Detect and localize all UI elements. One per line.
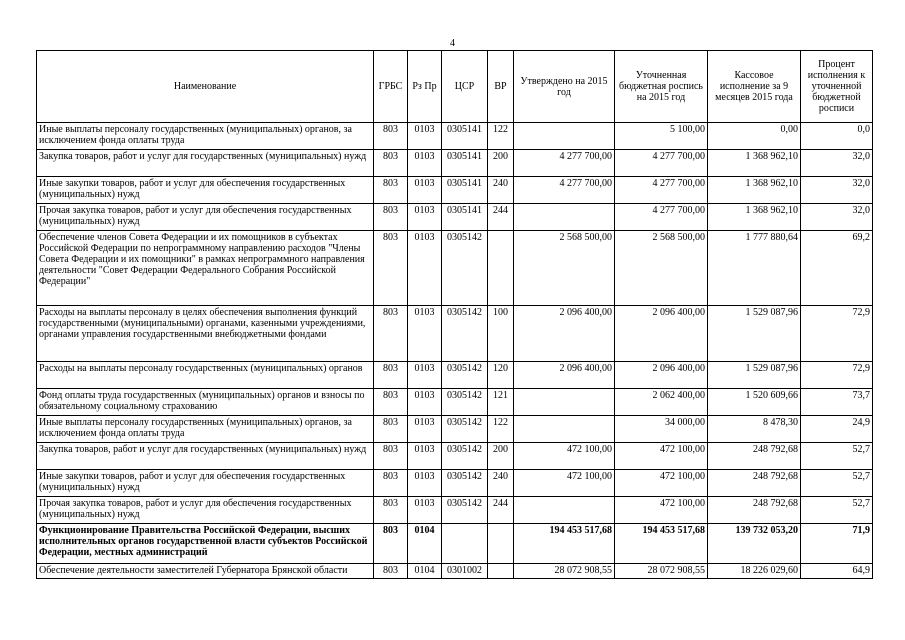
table-header-row <box>37 51 873 123</box>
row-refined: 2 096 400,00 <box>615 306 708 362</box>
row-refined: 4 277 700,00 <box>615 150 708 177</box>
budget-execution-table <box>36 50 873 579</box>
row-percent: 69,2 <box>801 231 873 306</box>
row-cash: 18 226 029,60 <box>708 564 801 579</box>
row-name: Иные закупки товаров, работ и услуг для обеспечения государственных (муниципальных) нужд <box>37 470 374 497</box>
row-cash: 248 792,68 <box>708 443 801 470</box>
row-percent: 72,9 <box>801 362 873 389</box>
row-name: Функционирование Правительства Российской Федерации, высших исполнительных органов государственной власти субъектов Российской Федерации, местных администраций <box>37 524 374 564</box>
table-row <box>37 177 873 204</box>
row-rz-pr: 0103 <box>408 497 442 524</box>
row-grbs: 803 <box>374 123 408 150</box>
row-approved: 2 096 400,00 <box>514 362 615 389</box>
row-csr: 0305141 <box>442 177 488 204</box>
row-csr: 0305142 <box>442 443 488 470</box>
table-row <box>37 389 873 416</box>
row-rz-pr: 0103 <box>408 177 442 204</box>
row-percent: 24,9 <box>801 416 873 443</box>
row-percent: 73,7 <box>801 389 873 416</box>
row-percent: 32,0 <box>801 150 873 177</box>
row-approved <box>514 123 615 150</box>
row-csr: 0305142 <box>442 306 488 362</box>
row-grbs: 803 <box>374 150 408 177</box>
row-grbs: 803 <box>374 362 408 389</box>
row-grbs: 803 <box>374 470 408 497</box>
row-percent: 0,0 <box>801 123 873 150</box>
row-percent: 71,9 <box>801 524 873 564</box>
row-refined: 34 000,00 <box>615 416 708 443</box>
table-row <box>37 123 873 150</box>
row-refined: 472 100,00 <box>615 497 708 524</box>
row-cash: 0,00 <box>708 123 801 150</box>
row-rz-pr: 0103 <box>408 150 442 177</box>
row-grbs: 803 <box>374 389 408 416</box>
row-rz-pr: 0103 <box>408 470 442 497</box>
table-row-section-total <box>37 524 873 564</box>
row-name: Прочая закупка товаров, работ и услуг для обеспечения государственных (муниципальных) нужд <box>37 497 374 524</box>
column-header-name: Наименование <box>37 51 374 123</box>
row-name: Обеспечение членов Совета Федерации и их помощников в субъектах Российской Федерации по непрограммному направлению расходов "Члены Совета Федерации и их помощники" в рамках непрограммного направления деятельности "Совет Федерации Федерального Собрания Российской Федерации" <box>37 231 374 306</box>
row-percent: 52,7 <box>801 443 873 470</box>
row-csr: 0305142 <box>442 470 488 497</box>
row-approved <box>514 204 615 231</box>
row-grbs: 803 <box>374 204 408 231</box>
row-percent: 32,0 <box>801 177 873 204</box>
row-refined: 28 072 908,55 <box>615 564 708 579</box>
row-approved: 472 100,00 <box>514 443 615 470</box>
row-name: Иные выплаты персоналу государственных (муниципальных) органов, за исключением фонда оплаты труда <box>37 123 374 150</box>
row-cash: 1 529 087,96 <box>708 362 801 389</box>
row-cash: 8 478,30 <box>708 416 801 443</box>
row-rz-pr: 0103 <box>408 306 442 362</box>
column-header-cash: Кассовое исполнение за 9 месяцев 2015 года <box>708 51 801 123</box>
row-name: Прочая закупка товаров, работ и услуг для обеспечения государственных (муниципальных) нужд <box>37 204 374 231</box>
row-vr: 244 <box>488 204 514 231</box>
row-rz-pr: 0103 <box>408 389 442 416</box>
row-csr: 0305142 <box>442 231 488 306</box>
table-row <box>37 362 873 389</box>
row-percent: 52,7 <box>801 470 873 497</box>
row-name: Иные закупки товаров, работ и услуг для обеспечения государственных (муниципальных) нужд <box>37 177 374 204</box>
row-grbs: 803 <box>374 497 408 524</box>
row-csr: 0305141 <box>442 123 488 150</box>
row-cash: 1 529 087,96 <box>708 306 801 362</box>
row-percent: 52,7 <box>801 497 873 524</box>
column-header-vr: ВР <box>488 51 514 123</box>
row-refined: 2 062 400,00 <box>615 389 708 416</box>
row-name: Иные выплаты персоналу государственных (муниципальных) органов, за исключением фонда оплаты труда <box>37 416 374 443</box>
row-approved <box>514 389 615 416</box>
row-cash: 1 368 962,10 <box>708 204 801 231</box>
row-vr: 244 <box>488 497 514 524</box>
row-approved: 4 277 700,00 <box>514 177 615 204</box>
row-approved: 28 072 908,55 <box>514 564 615 579</box>
column-header-refined: Уточненная бюджетная роспись на 2015 год <box>615 51 708 123</box>
row-vr: 240 <box>488 177 514 204</box>
column-header-rz-pr: Рз Пр <box>408 51 442 123</box>
row-cash: 1 368 962,10 <box>708 150 801 177</box>
row-grbs: 803 <box>374 231 408 306</box>
row-grbs: 803 <box>374 306 408 362</box>
row-name: Фонд оплаты труда государственных (муниципальных) органов и взносы по обязательному социальному страхованию <box>37 389 374 416</box>
table-row <box>37 231 873 306</box>
row-cash: 248 792,68 <box>708 470 801 497</box>
table-row <box>37 416 873 443</box>
row-grbs: 803 <box>374 177 408 204</box>
row-rz-pr: 0104 <box>408 564 442 579</box>
row-vr: 122 <box>488 123 514 150</box>
column-header-csr: ЦСР <box>442 51 488 123</box>
row-approved: 2 568 500,00 <box>514 231 615 306</box>
row-approved: 194 453 517,68 <box>514 524 615 564</box>
table-row <box>37 204 873 231</box>
row-rz-pr: 0103 <box>408 416 442 443</box>
column-header-grbs: ГРБС <box>374 51 408 123</box>
row-csr <box>442 524 488 564</box>
column-header-approved: Утверждено на 2015 год <box>514 51 615 123</box>
table-row <box>37 497 873 524</box>
row-grbs: 803 <box>374 416 408 443</box>
row-rz-pr: 0103 <box>408 204 442 231</box>
row-refined: 5 100,00 <box>615 123 708 150</box>
row-refined: 2 568 500,00 <box>615 231 708 306</box>
row-name: Закупка товаров, работ и услуг для государственных (муниципальных) нужд <box>37 443 374 470</box>
row-grbs: 803 <box>374 524 408 564</box>
row-refined: 4 277 700,00 <box>615 204 708 231</box>
row-vr <box>488 564 514 579</box>
row-vr: 240 <box>488 470 514 497</box>
row-vr <box>488 524 514 564</box>
row-csr: 0305142 <box>442 497 488 524</box>
row-grbs: 803 <box>374 564 408 579</box>
row-rz-pr: 0103 <box>408 362 442 389</box>
row-approved <box>514 497 615 524</box>
row-vr: 100 <box>488 306 514 362</box>
row-grbs: 803 <box>374 443 408 470</box>
row-refined: 4 277 700,00 <box>615 177 708 204</box>
row-vr: 200 <box>488 150 514 177</box>
row-rz-pr: 0103 <box>408 231 442 306</box>
row-name: Закупка товаров, работ и услуг для государственных (муниципальных) нужд <box>37 150 374 177</box>
row-cash: 1 777 880,64 <box>708 231 801 306</box>
row-csr: 0301002 <box>442 564 488 579</box>
table-row <box>37 564 873 579</box>
row-rz-pr: 0103 <box>408 443 442 470</box>
table-row <box>37 470 873 497</box>
row-refined: 472 100,00 <box>615 470 708 497</box>
row-vr <box>488 231 514 306</box>
row-csr: 0305142 <box>442 362 488 389</box>
row-approved: 4 277 700,00 <box>514 150 615 177</box>
column-header-percent: Процент исполнения к уточненной бюджетной росписи <box>801 51 873 123</box>
row-vr: 122 <box>488 416 514 443</box>
row-percent: 32,0 <box>801 204 873 231</box>
row-csr: 0305142 <box>442 416 488 443</box>
row-csr: 0305141 <box>442 150 488 177</box>
page-number: 4 <box>450 38 455 49</box>
row-csr: 0305142 <box>442 389 488 416</box>
row-csr: 0305141 <box>442 204 488 231</box>
row-cash: 139 732 053,20 <box>708 524 801 564</box>
row-vr: 200 <box>488 443 514 470</box>
row-vr: 120 <box>488 362 514 389</box>
row-refined: 472 100,00 <box>615 443 708 470</box>
row-refined: 2 096 400,00 <box>615 362 708 389</box>
row-name: Обеспечение деятельности заместителей Губернатора Брянской области <box>37 564 374 579</box>
row-vr: 121 <box>488 389 514 416</box>
row-percent: 64,9 <box>801 564 873 579</box>
row-approved: 472 100,00 <box>514 470 615 497</box>
row-approved: 2 096 400,00 <box>514 306 615 362</box>
row-percent: 72,9 <box>801 306 873 362</box>
row-name: Расходы на выплаты персоналу в целях обеспечения выполнения функций государственными (муниципальными) органами, казенными учреждениями, органами управления государственными внебюджетными фондами <box>37 306 374 362</box>
row-cash: 1 368 962,10 <box>708 177 801 204</box>
row-rz-pr: 0104 <box>408 524 442 564</box>
row-cash: 1 520 609,66 <box>708 389 801 416</box>
row-cash: 248 792,68 <box>708 497 801 524</box>
table-row <box>37 150 873 177</box>
row-approved <box>514 416 615 443</box>
row-rz-pr: 0103 <box>408 123 442 150</box>
table-row <box>37 306 873 362</box>
table-row <box>37 443 873 470</box>
row-name: Расходы на выплаты персоналу государственных (муниципальных) органов <box>37 362 374 389</box>
row-refined: 194 453 517,68 <box>615 524 708 564</box>
